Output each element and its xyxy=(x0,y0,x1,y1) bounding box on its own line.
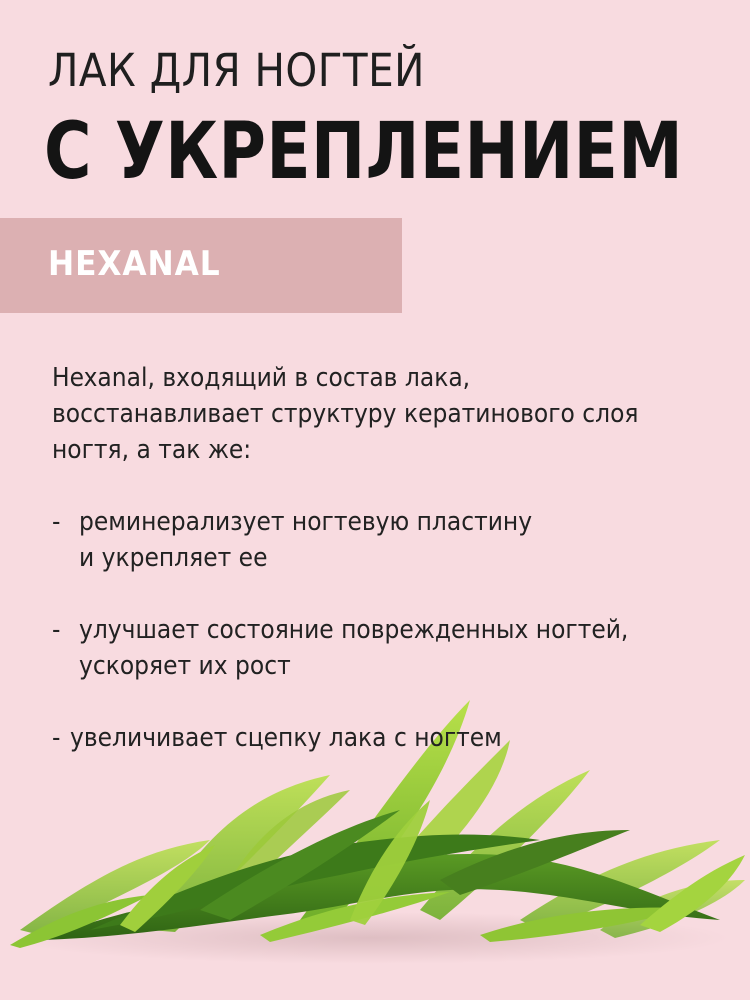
bullet-dash: - xyxy=(52,723,61,753)
bullet-dash: - xyxy=(52,507,61,537)
benefit-text: ускоряет их рост xyxy=(79,651,291,681)
benefit-text: увеличивает сцепку лака с ногтем xyxy=(70,723,502,753)
title-line-2: С УКРЕПЛЕНИЕМ xyxy=(44,107,684,197)
intro-line: Hexanal, входящий в состав лака, xyxy=(52,363,471,393)
benefit-text: и укрепляет ее xyxy=(79,543,268,573)
benefit-text: реминерализует ногтевую пластину xyxy=(79,507,533,537)
intro-line: ногтя, а так же: xyxy=(52,435,252,465)
ingredient-banner xyxy=(0,218,402,313)
benefit-text: улучшает состояние поврежденных ногтей, xyxy=(79,615,629,645)
bullet-dash: - xyxy=(52,615,61,645)
benefit-item xyxy=(52,612,712,684)
benefit-item xyxy=(52,504,712,576)
intro-paragraph xyxy=(52,360,712,468)
description xyxy=(52,360,712,756)
ingredient-name: HEXANAL xyxy=(48,244,221,284)
benefit-item xyxy=(52,720,712,756)
title-line-1: ЛАК ДЛЯ НОГТЕЙ xyxy=(48,44,425,97)
intro-line: восстанавливает структуру кератинового слоя xyxy=(52,399,639,429)
